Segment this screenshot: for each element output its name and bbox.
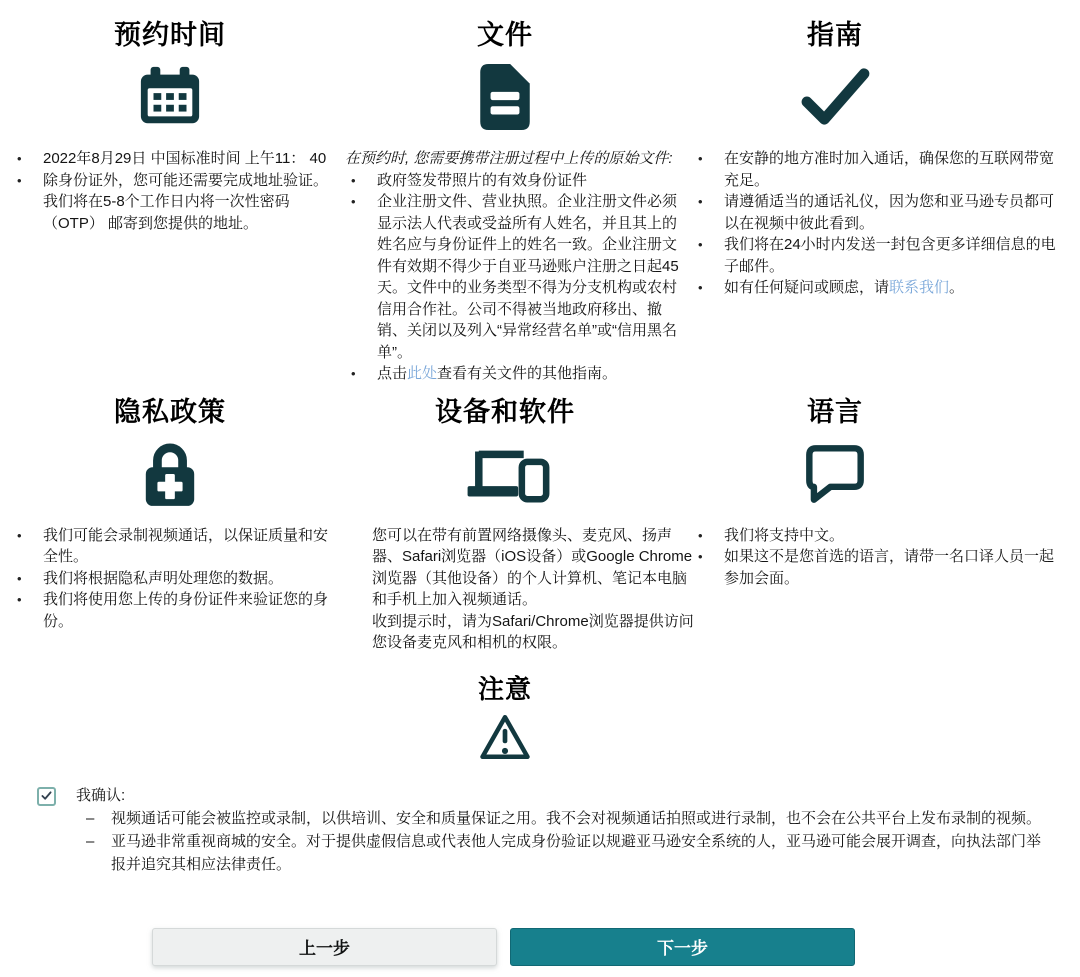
text-run: 点击 bbox=[377, 365, 408, 382]
bullet-marker: – bbox=[86, 809, 95, 827]
section-language bbox=[685, 397, 1080, 654]
section-guidelines bbox=[685, 20, 1080, 385]
bullet-marker: • bbox=[17, 570, 22, 586]
list-item-text bbox=[377, 191, 683, 363]
bullet-marker: • bbox=[17, 592, 22, 607]
section-head bbox=[685, 20, 985, 140]
lock-icon bbox=[0, 431, 340, 517]
list-item bbox=[12, 170, 332, 235]
text-link[interactable]: 联系我们 bbox=[889, 279, 950, 296]
text-run: 我们将支持中文。 bbox=[724, 526, 845, 544]
list-item-text bbox=[377, 363, 683, 385]
list-item-text bbox=[43, 568, 332, 590]
language-item-list bbox=[693, 525, 1064, 590]
bullet-marker: • bbox=[351, 366, 356, 381]
text-run: 企业注册文件、营业执照。企业注册文件必须显示法人代表或受益所有人姓名，并且其上的姓名应与身份证件上的姓名一致。企业注册文件有效期不得少于自亚马逊账户注册之日起45天。文件中的业务类型不得为分支机构或农村信用合作社。公司不得被当地政府移出、撤销、关闭以及列入“异常经营名单”或“信用黑名单”。 bbox=[377, 193, 679, 361]
section-title: 预约时间 bbox=[114, 20, 226, 50]
list-item-text bbox=[724, 277, 1064, 299]
text-run: 查看有关文件的其他指南。 bbox=[437, 365, 618, 382]
bullet-marker: • bbox=[17, 527, 22, 543]
list-item-text bbox=[43, 589, 332, 632]
bullet-marker: • bbox=[698, 280, 703, 295]
bullet-marker: • bbox=[698, 237, 703, 252]
bullet-marker: • bbox=[17, 172, 22, 188]
list-item bbox=[346, 191, 683, 363]
list-item-text bbox=[724, 546, 1064, 589]
list-item bbox=[693, 277, 1064, 299]
speech-bubble-icon bbox=[685, 431, 985, 517]
section-head bbox=[340, 20, 670, 140]
list-item-text bbox=[43, 170, 332, 235]
section-appointment-time bbox=[0, 20, 340, 385]
section-notice bbox=[395, 674, 615, 766]
bullet-marker: • bbox=[698, 549, 703, 564]
list-item bbox=[12, 148, 332, 170]
notice-title: 注意 bbox=[477, 673, 532, 704]
confirmation-label: 我确认: bbox=[76, 786, 126, 804]
text-run: 我们将在24小时内发送一封包含更多详细信息的电子邮件。 bbox=[724, 236, 1056, 275]
bullet-marker: • bbox=[351, 172, 356, 188]
checkbox-check-icon bbox=[41, 791, 52, 801]
list-item bbox=[693, 546, 1064, 589]
warning-triangle-icon bbox=[395, 708, 615, 766]
text-run: 。 bbox=[949, 279, 965, 296]
confirmation-item-list bbox=[86, 807, 1050, 876]
section-title: 文件 bbox=[477, 20, 533, 50]
privacy-item-list bbox=[12, 525, 332, 633]
section-title: 语言 bbox=[807, 396, 863, 427]
list-item-text bbox=[724, 234, 1064, 277]
section-devices-software bbox=[340, 396, 694, 654]
list-item bbox=[346, 363, 683, 385]
bullet-marker: • bbox=[698, 527, 703, 543]
section-title: 指南 bbox=[807, 20, 863, 50]
documents-intro: 在预约时, 您需要携带注册过程中上传的原始文件: bbox=[345, 150, 673, 167]
list-item bbox=[12, 525, 332, 568]
section-head bbox=[685, 397, 985, 517]
text-run: 政府签发带照片的有效身份证件 bbox=[377, 171, 588, 189]
confirmation-text bbox=[76, 784, 1050, 876]
footer-buttons bbox=[152, 928, 1080, 966]
bullet-marker: • bbox=[17, 151, 22, 166]
text-run: 我们将根据隐私声明处理您的数据。 bbox=[43, 569, 284, 587]
paragraph: 收到提示时，请为Safari/Chrome浏览器提供访问您设备麦克风和相机的权限。 bbox=[372, 612, 694, 651]
list-item bbox=[693, 148, 1064, 191]
previous-step-button[interactable]: 上一步 bbox=[152, 928, 497, 966]
bullet-marker: • bbox=[351, 194, 356, 209]
info-grid-row-1 bbox=[0, 20, 1080, 385]
bullet-marker: – bbox=[86, 832, 95, 850]
confirmation-block bbox=[37, 784, 1050, 876]
text-run: 2022年8月29日 中国标准时间 上午11： 40 bbox=[43, 150, 327, 167]
confirmation-checkbox[interactable] bbox=[37, 787, 56, 806]
list-item bbox=[346, 170, 683, 192]
text-run: 视频通话可能会被监控或录制，以供培训、安全和质量保证之用。我不会对视频通话拍照或进行录制，也不会在公共平台上发布录制的视频。 bbox=[111, 809, 1042, 827]
section-head bbox=[340, 397, 670, 517]
laptop-phone-icon bbox=[340, 431, 670, 517]
paragraph: 您可以在带有前置网络摄像头、麦克风、扬声器、Safari浏览器（iOS设备）或Google Chrome浏览器（其他设备）的个人计算机、笔记本电脑和手机上加入视频通话。 bbox=[372, 526, 693, 608]
text-link[interactable]: 此处 bbox=[407, 365, 438, 382]
bullet-marker: • bbox=[698, 194, 703, 209]
list-item bbox=[693, 191, 1064, 234]
list-item-text bbox=[43, 525, 332, 568]
list-item-text bbox=[724, 191, 1064, 234]
section-head bbox=[0, 20, 340, 140]
text-run: 我们将使用您上传的身份证件来验证您的身份。 bbox=[43, 591, 329, 630]
text-run: 除身份证外，您可能还需要完成地址验证。我们将在5-8个工作日内将一次性密码（OTP） 邮寄到您提供的地址。 bbox=[43, 171, 329, 232]
list-item-text bbox=[724, 148, 1064, 191]
list-item-text bbox=[111, 807, 1050, 830]
list-item-text bbox=[724, 525, 1064, 547]
text-run: 我们可能会录制视频通话，以保证质量和安全性。 bbox=[43, 526, 329, 565]
guidelines-item-list bbox=[693, 148, 1064, 299]
list-item-text bbox=[43, 148, 332, 170]
text-run: 如果这不是您首选的语言，请带一名口译人员一起参加会面。 bbox=[724, 548, 1055, 587]
list-item-text bbox=[111, 830, 1050, 876]
list-item-text bbox=[377, 170, 683, 192]
info-grid-row-2 bbox=[0, 397, 1080, 654]
section-privacy-policy bbox=[0, 397, 340, 654]
list-item bbox=[12, 568, 332, 590]
list-item bbox=[693, 234, 1064, 277]
list-item bbox=[12, 589, 332, 632]
list-item bbox=[693, 525, 1064, 547]
document-icon bbox=[340, 54, 670, 140]
devices-text bbox=[372, 525, 694, 654]
text-run: 如有任何疑问或顾虑，请 bbox=[724, 279, 890, 296]
text-run: 在安静的地方准时加入通话，确保您的互联网带宽充足。 bbox=[724, 150, 1055, 189]
documents-item-list bbox=[346, 170, 683, 385]
list-item bbox=[86, 807, 1050, 830]
text-run: 请遵循适当的通话礼仪，因为您和亚马逊专员都可以在视频中彼此看到。 bbox=[724, 193, 1055, 232]
section-title: 隐私政策 bbox=[114, 396, 226, 427]
next-step-button[interactable]: 下一步 bbox=[510, 928, 855, 966]
checkmark-icon bbox=[685, 54, 985, 140]
appointment-item-list bbox=[12, 148, 332, 234]
bullet-marker: • bbox=[698, 151, 703, 166]
calendar-icon bbox=[0, 54, 340, 140]
section-title: 设备和软件 bbox=[435, 396, 575, 427]
section-documents bbox=[340, 20, 685, 385]
text-run: 亚马逊非常重视商城的安全。对于提供虚假信息或代表他人完成身份验证以规避亚马逊安全系统的人，亚马逊可能会展开调查，向执法部门举报并追究其相应法律责任。 bbox=[111, 832, 1042, 873]
list-item bbox=[86, 830, 1050, 876]
section-head bbox=[0, 397, 340, 517]
